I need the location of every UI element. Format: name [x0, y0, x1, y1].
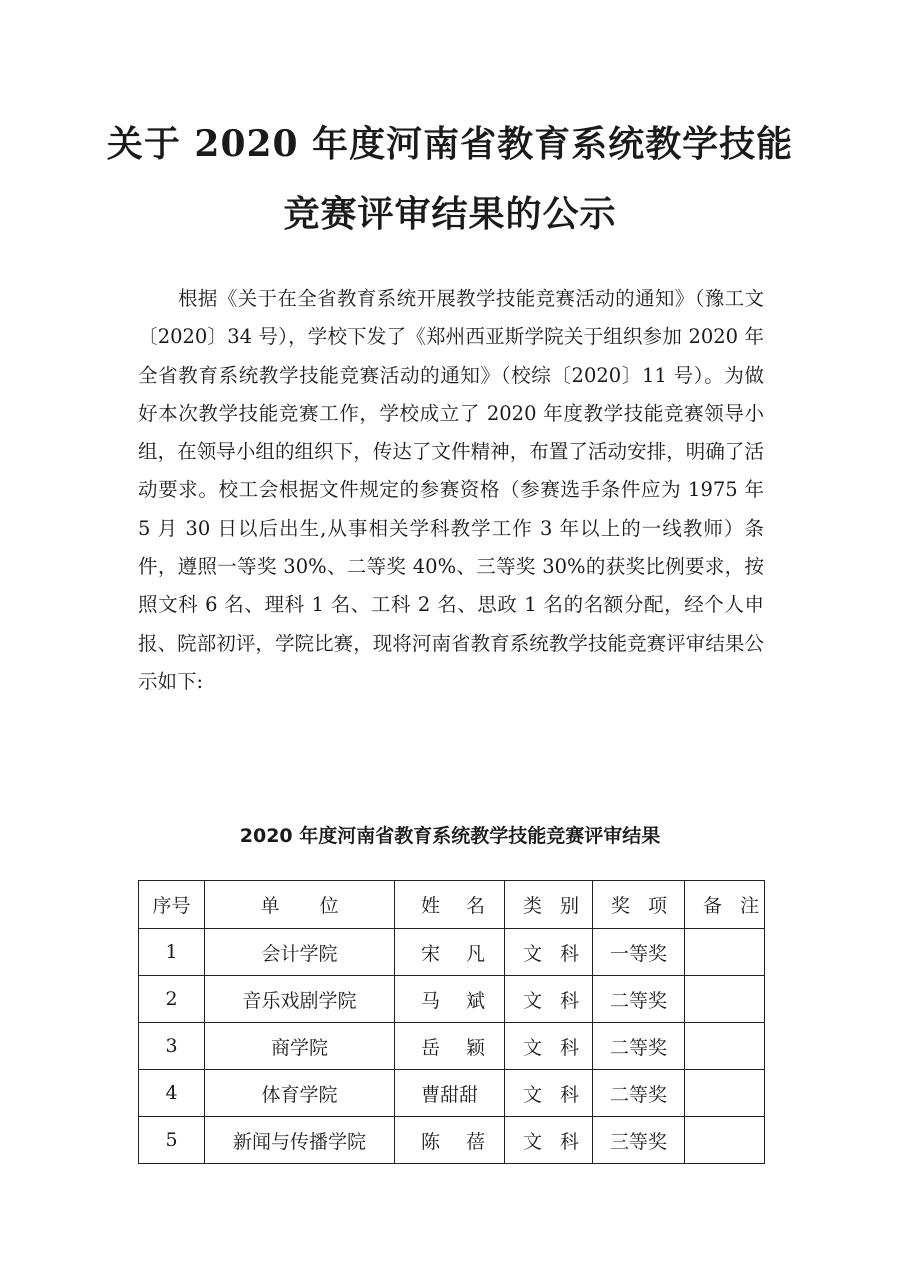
header-name: 姓名: [395, 881, 505, 929]
cell-unit: 会计学院: [205, 929, 395, 976]
body-paragraph: 根据《关于在全省教育系统开展教学技能竞赛活动的通知》（豫工文〔2020〕34 号），学校下发了《郑州西亚斯学院关于组织参加 2020 年全省教育系统教学技能竞赛活动的通知》（校综〔2020〕11 号）。为做好本次教学技能竞赛工作，学校成立了 2020 年度教学技能竞赛领导小组，在领导小组的组织下，传达了文件精神，布置了活动安排，明确了活动要求。校工会根据文件规定的参赛资格（参赛选手条件应为 1975 年 5 月 30 日以后出生,从事相关学科教学工作 3 年以上的一线教师）条件，遵照一等奖 30%、二等奖 40%、三等奖 30%的获奖比例要求，按照文科 6 名、理科 1 名、工科 2 名、思政 1 名的名额分配，经个人申报、院部初评，学院比赛，现将河南省教育系统教学技能竞赛评审结果公示如下:: [138, 287, 764, 693]
title-line-1: 关于 2020 年度河南省教育系统教学技能: [106, 123, 794, 165]
cell-unit: 商学院: [205, 1023, 395, 1070]
cell-name: 马斌: [395, 976, 505, 1023]
cell-no: 4: [139, 1070, 205, 1117]
table-row: [139, 1070, 765, 1117]
cell-unit: 音乐戏剧学院: [205, 976, 395, 1023]
header-no: 序号: [139, 881, 205, 929]
table-caption: 2020 年度河南省教育系统教学技能竞赛评审结果: [239, 825, 661, 847]
cell-name: 岳颖: [395, 1023, 505, 1070]
table-header-row: [139, 881, 765, 929]
header-unit: 单位: [205, 881, 395, 929]
cell-no: 5: [139, 1117, 205, 1164]
cell-category: 文科: [505, 929, 593, 976]
cell-no: 3: [139, 1023, 205, 1070]
cell-name: 曹甜甜: [395, 1070, 505, 1117]
header-remark: 备注: [685, 881, 765, 929]
cell-category: 文科: [505, 1070, 593, 1117]
cell-name: 宋凡: [395, 929, 505, 976]
table-row: [139, 1023, 765, 1070]
cell-remark: [685, 976, 765, 1023]
cell-remark: [685, 929, 765, 976]
cell-award: 二等奖: [593, 976, 685, 1023]
cell-remark: [685, 1117, 765, 1164]
cell-remark: [685, 1070, 765, 1117]
header-category: 类别: [505, 881, 593, 929]
cell-category: 文科: [505, 1117, 593, 1164]
cell-award: 一等奖: [593, 929, 685, 976]
header-award: 奖项: [593, 881, 685, 929]
cell-category: 文科: [505, 976, 593, 1023]
cell-no: 2: [139, 976, 205, 1023]
table-row: [139, 929, 765, 976]
cell-unit: 新闻与传播学院: [205, 1117, 395, 1164]
cell-no: 1: [139, 929, 205, 976]
cell-award: 三等奖: [593, 1117, 685, 1164]
cell-award: 二等奖: [593, 1070, 685, 1117]
results-table: [138, 880, 778, 1164]
title-line-2: 竞赛评审结果的公示: [283, 193, 617, 235]
table-row: [139, 1117, 765, 1164]
cell-unit: 体育学院: [205, 1070, 395, 1117]
cell-name: 陈蓓: [395, 1117, 505, 1164]
cell-award: 二等奖: [593, 1023, 685, 1070]
cell-category: 文科: [505, 1023, 593, 1070]
cell-remark: [685, 1023, 765, 1070]
table-row: [139, 976, 765, 1023]
